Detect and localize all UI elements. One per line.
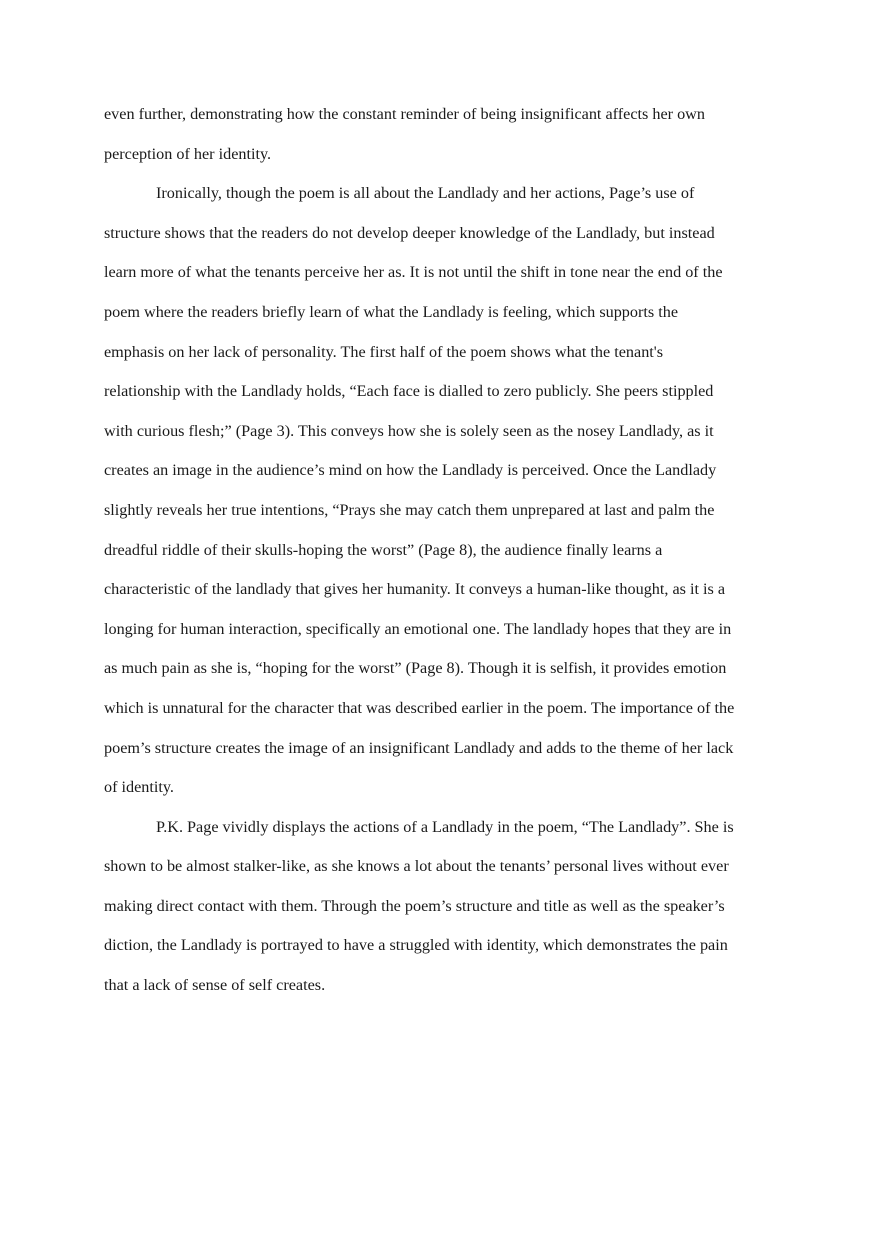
paragraph-2 [104,174,780,808]
text-line: P.K. Page vividly displays the actions of a Landlady in the poem, “The Landlady”. She is [156,817,734,836]
text-line: creates an image in the audience’s mind on how the Landlady is perceived. Once the Landlady [104,461,717,480]
text-line: poem’s structure creates the image of an insignificant Landlady and adds to the theme of her lack [104,738,734,757]
text-line: as much pain as she is, “hoping for the worst” (Page 8). Though it is selfish, it provides emotion [104,659,727,678]
text-line: diction, the Landlady is portrayed to have a struggled with identity, which demonstrates the pain [104,936,728,955]
text-line: dreadful riddle of their skulls-hoping the worst” (Page 8), the audience finally learns a [104,540,663,559]
text-line: of identity. [104,778,174,797]
text-line: characteristic of the landlady that gives her humanity. It conveys a human-like thought, as it is a [104,580,726,599]
text-line: learn more of what the tenants perceive her as. It is not until the shift in tone near the end of the [104,263,723,282]
text-line: perception of her identity. [104,144,272,163]
text-line: that a lack of sense of self creates. [104,976,326,995]
text-line: longing for human interaction, specifically an emotional one. The landlady hopes that they are in [104,619,732,638]
document-body [104,95,780,1006]
text-line: relationship with the Landlady holds, “Each face is dialled to zero publicly. She peers stippled [104,382,714,401]
text-line: Ironically, though the poem is all about the Landlady and her actions, Page’s use of [156,184,695,203]
text-line: emphasis on her lack of personality. The first half of the poem shows what the tenant's [104,342,663,361]
paragraph-1 [104,95,780,174]
text-line: poem where the readers briefly learn of what the Landlady is feeling, which supports the [104,302,679,321]
text-line: with curious flesh;” (Page 3). This conveys how she is solely seen as the nosey Landlady, as it [104,421,714,440]
text-line: even further, demonstrating how the constant reminder of being insignificant affects her own [104,105,705,123]
text-line: slightly reveals her true intentions, “Prays she may catch them unprepared at last and palm the [104,500,715,519]
text-line: making direct contact with them. Through the poem’s structure and title as well as the speaker’s [104,896,725,915]
text-line: shown to be almost stalker-like, as she knows a lot about the tenants’ personal lives without ever [104,857,729,876]
paragraph-3 [104,808,780,1006]
text-line: which is unnatural for the character that was described earlier in the poem. The importance of the [104,698,735,717]
text-line: structure shows that the readers do not develop deeper knowledge of the Landlady, but instead [104,223,715,242]
